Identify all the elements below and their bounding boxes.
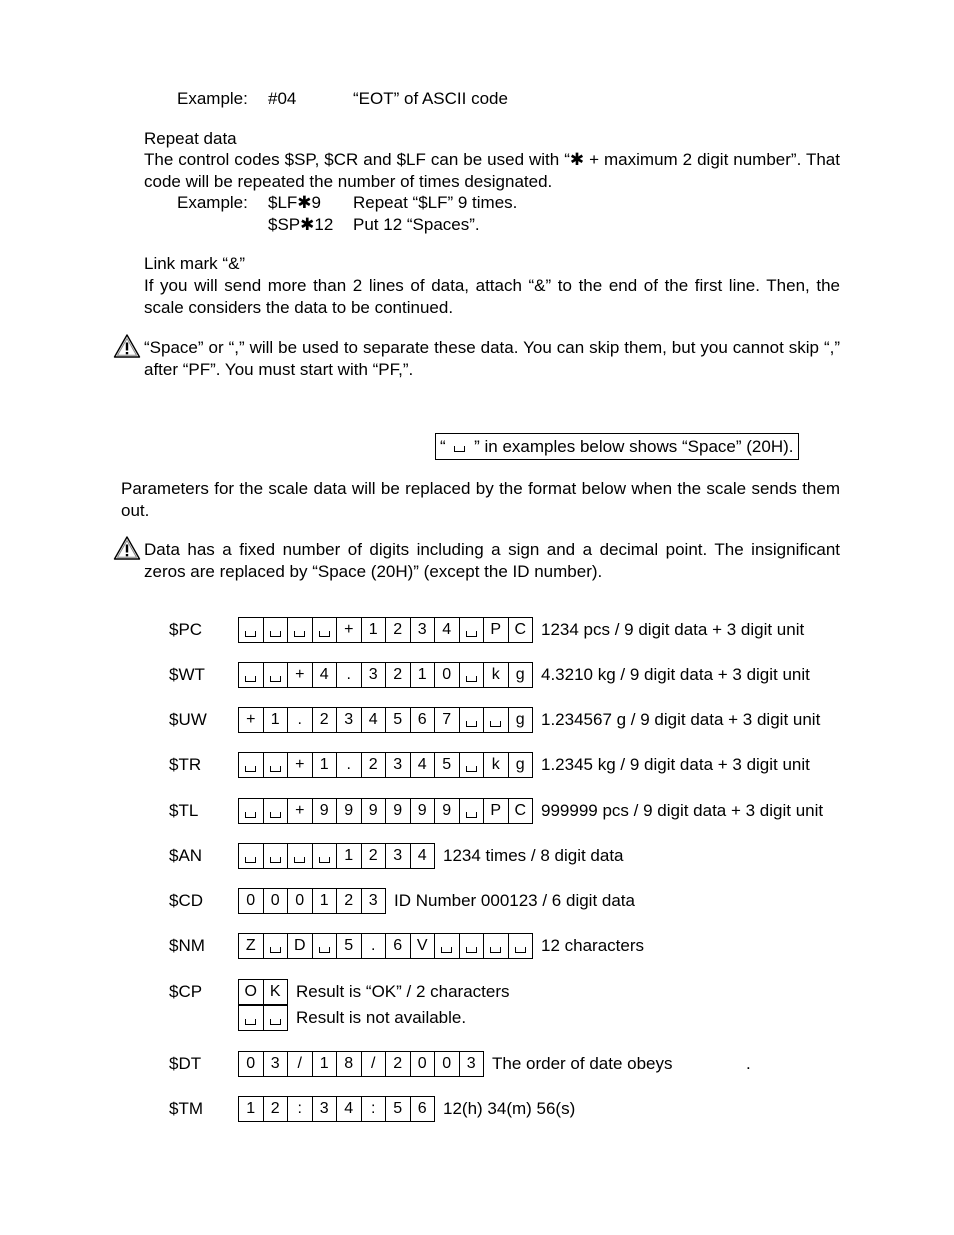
format-cell: 4	[362, 708, 387, 732]
caution-icon	[113, 535, 141, 561]
format-desc-trail: .	[746, 1054, 751, 1073]
format-cell: 0	[264, 889, 289, 913]
format-desc: 1234 pcs / 9 digit data + 3 digit unit	[541, 620, 805, 639]
format-cell: 3	[313, 1097, 338, 1121]
format-cell: 3	[386, 844, 411, 868]
format-code: $CD	[169, 891, 204, 910]
format-cell: 9	[313, 799, 338, 823]
space-symbol-icon	[264, 663, 289, 687]
space-symbol-icon	[288, 844, 313, 868]
space-symbol-icon	[239, 799, 264, 823]
format-desc: 1.234567 g / 9 digit data + 3 digit unit	[541, 710, 821, 729]
space-note-pre: “	[440, 437, 446, 456]
format-cell: 1	[264, 708, 289, 732]
format-cell: 8	[337, 1052, 362, 1076]
format-cell: 2	[362, 844, 387, 868]
format-cell: 3	[411, 618, 436, 642]
format-cell: 2	[337, 889, 362, 913]
repeat-example-desc-1: Repeat “$LF” 9 times.	[353, 193, 518, 212]
format-cell: 2	[313, 708, 338, 732]
example-label: Example:	[177, 89, 248, 108]
format-code: $TM	[169, 1099, 203, 1118]
format-cell: +	[288, 799, 313, 823]
format-cell: g	[515, 711, 525, 728]
format-cells	[238, 752, 533, 778]
format-cell: k	[484, 663, 509, 687]
format-desc: 1.2345 kg / 9 digit data + 3 digit unit	[541, 755, 810, 774]
format-cell: 4	[435, 618, 460, 642]
format-cells	[238, 888, 386, 914]
link-heading: Link mark “&”	[144, 254, 246, 273]
format-cell: 9	[435, 799, 460, 823]
format-desc: The order of date obeys	[492, 1054, 673, 1073]
format-cell: :	[362, 1097, 387, 1121]
format-cell: 6	[417, 1100, 427, 1117]
space-symbol-icon	[435, 934, 460, 958]
space-symbol-icon	[239, 663, 264, 687]
format-cell: 1	[337, 844, 362, 868]
format-desc: 999999 pcs / 9 digit data + 3 digit unit	[541, 801, 824, 820]
format-desc: 1234 times / 8 digit data	[443, 846, 624, 865]
space-symbol-icon	[288, 618, 313, 642]
space-symbol-icon	[509, 934, 533, 958]
format-desc: Result is not available.	[296, 1008, 467, 1027]
space-symbol-icon	[460, 753, 485, 777]
format-cell: 4	[337, 1097, 362, 1121]
format-cell: K	[269, 983, 281, 1000]
format-desc: Result is “OK” / 2 characters	[296, 982, 510, 1001]
format-cells	[238, 933, 533, 959]
format-code: $TR	[169, 755, 202, 774]
space-note-box	[435, 433, 799, 460]
format-cell: 5	[435, 753, 460, 777]
format-desc: 4.3210 kg / 9 digit data + 3 digit unit	[541, 665, 810, 684]
example-code: #04	[268, 89, 297, 108]
format-cell: Z	[239, 934, 264, 958]
format-code: $NM	[169, 936, 205, 955]
format-cells	[238, 798, 533, 824]
space-symbol-icon	[264, 753, 289, 777]
format-cell: 2	[264, 1097, 289, 1121]
format-cell: 3	[337, 708, 362, 732]
format-cell: 3	[466, 1055, 476, 1072]
format-cell: .	[288, 708, 313, 732]
format-cell: 0	[239, 1052, 264, 1076]
format-cell: .	[337, 753, 362, 777]
caution-text-1: “Space” or “,” will be used to separate these data. You can skip them, but you cannot skip “,” after “PF”. You must start with “PF,”.	[144, 338, 840, 379]
space-symbol-icon	[313, 934, 338, 958]
space-symbol-icon	[460, 663, 485, 687]
format-cell: 9	[411, 799, 436, 823]
format-cells	[238, 617, 533, 643]
format-cells	[238, 662, 533, 688]
example-desc: “EOT” of ASCII code	[353, 89, 508, 108]
caution-icon	[113, 333, 141, 359]
format-cell: 7	[435, 708, 460, 732]
space-symbol-icon	[239, 618, 264, 642]
format-cell: 0	[435, 1052, 460, 1076]
format-cell: +	[288, 753, 313, 777]
format-cell: 1	[313, 1052, 338, 1076]
format-cells	[238, 707, 533, 733]
caution-text-2: Data has a fixed number of digits including a sign and a decimal point. The insignificant zeros are replaced by “Space (20H)” (except the ID number).	[144, 540, 840, 581]
format-code: $CP	[169, 982, 203, 1001]
format-cell: /	[288, 1052, 313, 1076]
format-code: $TL	[169, 801, 199, 820]
format-cell: .	[337, 663, 362, 687]
space-symbol-icon	[484, 708, 509, 732]
format-cell: C	[514, 621, 527, 638]
format-cell: 4	[313, 663, 338, 687]
format-cell: P	[484, 618, 509, 642]
format-cell: 3	[362, 663, 387, 687]
space-symbol-icon	[239, 844, 264, 868]
format-code: $UW	[169, 710, 207, 729]
space-symbol-icon	[460, 934, 485, 958]
space-symbol-icon	[264, 618, 289, 642]
format-cell: O	[239, 980, 264, 1004]
format-cell: 2	[362, 753, 387, 777]
format-cell: 9	[337, 799, 362, 823]
space-note-post: ” in examples below shows “Space” (20H).	[474, 437, 794, 456]
format-cell: +	[239, 708, 264, 732]
format-cell: g	[515, 666, 525, 683]
format-cell: 3	[264, 1052, 289, 1076]
format-cell: 1	[411, 663, 436, 687]
format-desc: 12 characters	[541, 936, 644, 955]
format-cell: 2	[386, 663, 411, 687]
format-cell: C	[514, 802, 527, 819]
space-symbol-icon	[313, 844, 338, 868]
format-cell: 2	[386, 1052, 411, 1076]
space-symbol-icon	[460, 618, 485, 642]
repeat-example-code-1: $LF✱9	[268, 193, 321, 212]
space-symbol-icon	[460, 708, 485, 732]
format-cell: 5	[386, 708, 411, 732]
repeat-example-label: Example:	[177, 193, 248, 212]
repeat-example-code-2: $SP✱12	[268, 215, 334, 234]
format-cell: /	[362, 1052, 387, 1076]
repeat-example-desc-2: Put 12 “Spaces”.	[353, 215, 480, 234]
format-cell: 4	[411, 753, 436, 777]
format-cell: 2	[386, 618, 411, 642]
format-cells	[238, 1096, 435, 1122]
format-cell: +	[288, 663, 313, 687]
format-cells	[238, 843, 435, 869]
format-cell: P	[484, 799, 509, 823]
format-cell: .	[362, 934, 387, 958]
format-cell: :	[288, 1097, 313, 1121]
format-cell: 0	[239, 889, 264, 913]
repeat-text: The control codes $SP, $CR and $LF can be used with “✱ + maximum 2 digit number”. That code will be repeated the number of times designated.	[144, 150, 840, 191]
params-text: Parameters for the scale data will be replaced by the format below when the scale sends them out.	[121, 479, 840, 520]
format-cell: g	[515, 756, 525, 773]
format-cell: 0	[288, 889, 313, 913]
format-cell: V	[411, 934, 436, 958]
space-symbol-icon	[313, 618, 338, 642]
format-cell: 5	[337, 934, 362, 958]
format-cell: 1	[313, 753, 338, 777]
space-symbol-icon	[484, 934, 509, 958]
space-symbol-icon	[264, 844, 289, 868]
space-symbol-icon	[264, 1006, 288, 1030]
format-cell: 4	[417, 847, 427, 864]
format-desc: ID Number 000123 / 6 digit data	[394, 891, 635, 910]
format-cell: 9	[386, 799, 411, 823]
format-cell: 9	[362, 799, 387, 823]
format-cell: 1	[362, 618, 387, 642]
format-cell: D	[288, 934, 313, 958]
format-cell: +	[337, 618, 362, 642]
format-cells	[238, 1005, 288, 1031]
format-cell: 6	[386, 934, 411, 958]
space-symbol-icon	[239, 1006, 264, 1030]
format-cells	[238, 979, 288, 1005]
format-cell: 5	[386, 1097, 411, 1121]
format-cell: 0	[435, 663, 460, 687]
space-symbol-icon	[460, 799, 485, 823]
format-code: $DT	[169, 1054, 202, 1073]
format-cell: 3	[386, 753, 411, 777]
format-code: $WT	[169, 665, 205, 684]
format-cell: 6	[411, 708, 436, 732]
format-cell: k	[484, 753, 509, 777]
format-cells	[238, 1051, 484, 1077]
repeat-heading: Repeat data	[144, 129, 237, 148]
format-cell: 3	[368, 892, 378, 909]
format-desc: 12(h) 34(m) 56(s)	[443, 1099, 576, 1118]
space-symbol-icon	[264, 934, 289, 958]
link-text: If you will send more than 2 lines of data, attach “&” to the end of the first line. Then, the scale considers the data to be continued.	[144, 276, 840, 317]
space-symbol-icon	[239, 753, 264, 777]
format-code: $AN	[169, 846, 203, 865]
space-symbol-icon	[454, 446, 465, 452]
format-cell: 1	[239, 1097, 264, 1121]
format-cell: 1	[313, 889, 338, 913]
format-cell: 0	[411, 1052, 436, 1076]
format-code: $PC	[169, 620, 203, 639]
space-symbol-icon	[264, 799, 289, 823]
